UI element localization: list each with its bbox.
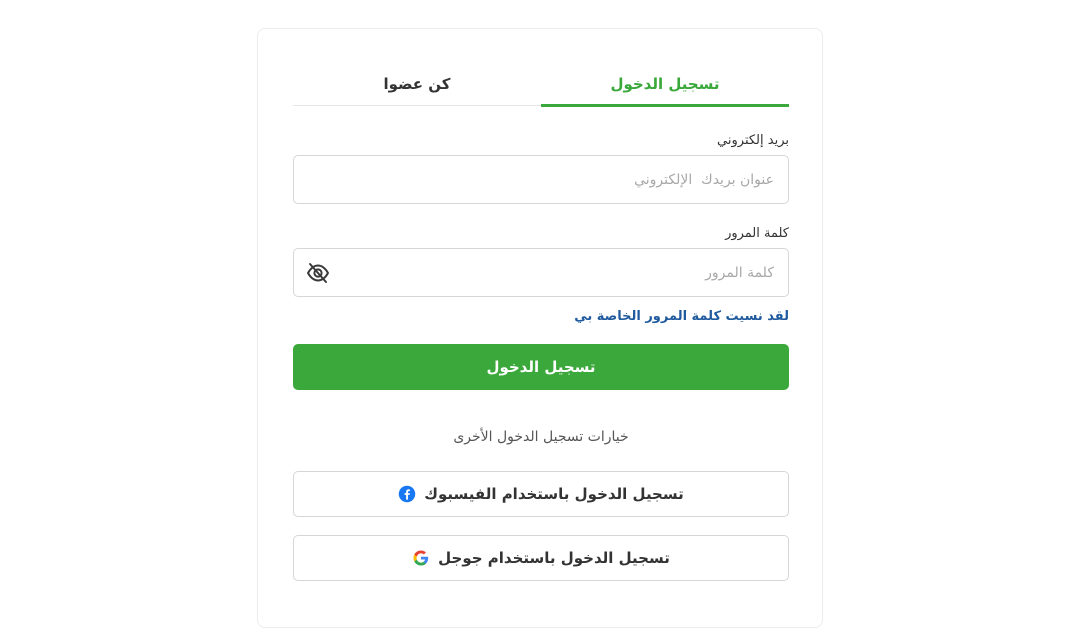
password-field-box bbox=[293, 248, 789, 297]
password-label: كلمة المرور bbox=[725, 226, 789, 241]
password-field[interactable] bbox=[344, 249, 774, 296]
forgot-password-link[interactable]: لقد نسيت كلمة المرور الخاصة بي bbox=[574, 309, 789, 324]
tab-login[interactable]: تسجيل الدخول bbox=[541, 69, 789, 105]
other-login-options-label: خيارات تسجيل الدخول الأخرى bbox=[453, 429, 629, 445]
google-login-button[interactable] bbox=[293, 535, 789, 581]
google-login-label: تسجيل الدخول باستخدام جوجل bbox=[438, 549, 670, 567]
auth-tabs bbox=[293, 69, 789, 106]
email-field-box bbox=[293, 155, 789, 204]
facebook-login-button[interactable] bbox=[293, 471, 789, 517]
login-button[interactable]: تسجيل الدخول bbox=[293, 344, 789, 390]
facebook-icon bbox=[398, 485, 416, 503]
google-icon bbox=[412, 549, 430, 567]
email-label: بريد إلكتروني bbox=[717, 133, 789, 148]
tab-register[interactable]: كن عضوا bbox=[383, 75, 451, 93]
login-card bbox=[257, 28, 823, 628]
eye-slash-icon[interactable] bbox=[306, 262, 330, 284]
email-field[interactable] bbox=[308, 156, 774, 203]
facebook-login-label: تسجيل الدخول باستخدام الفيسبوك bbox=[424, 485, 684, 503]
